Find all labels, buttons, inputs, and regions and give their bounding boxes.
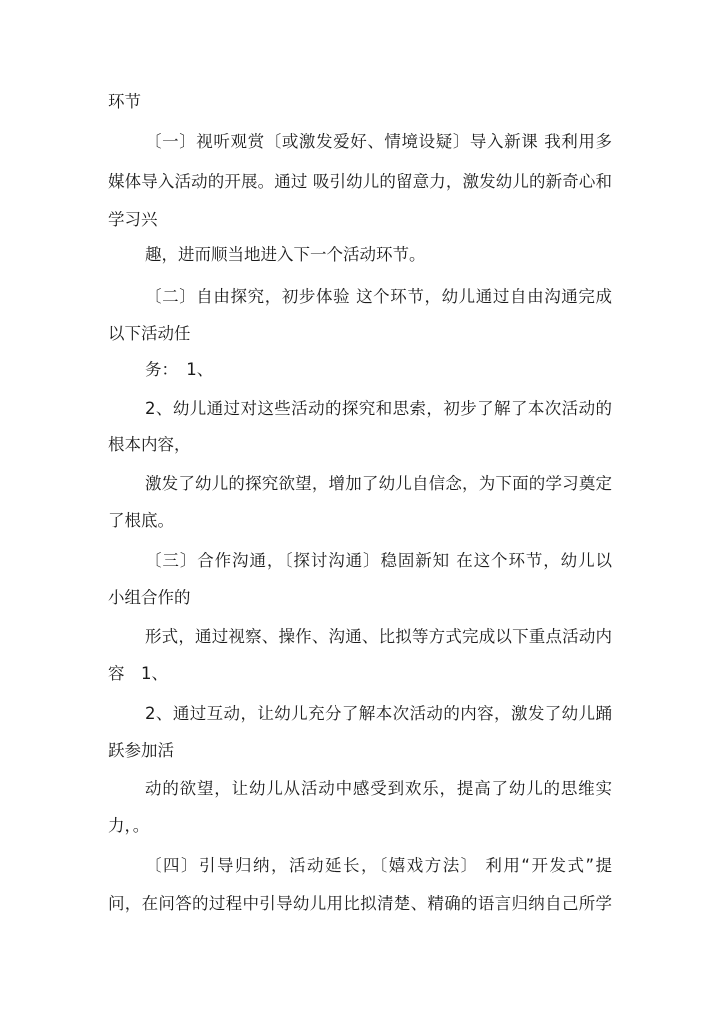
text-line-2: 〔一〕视听观赏〔或激发爱好、情境设疑〕导入新课 我利用多 — [145, 132, 612, 151]
text-line-6: 〔二〕自由探究，初步体验 这个环节，幼儿通过自由沟通完成 — [145, 287, 612, 306]
text-line-16: 容 1、 — [108, 664, 168, 683]
text-line-9: 2、幼儿通过对这些活动的探究和思索，初步了解了本次活动的 — [145, 399, 612, 418]
text-line-12: 了根底。 — [108, 511, 174, 530]
text-line-3: 媒体导入活动的开展。通过 吸引幼儿的留意力，激发幼儿的新奇心和 — [108, 172, 612, 191]
text-line-20: 力，。 — [108, 816, 150, 835]
text-line-1: 环节 — [108, 92, 141, 111]
text-line-21: 〔四〕引导归纳，活动延长，〔嬉戏方法〕 利用“开发式”提 — [145, 856, 612, 875]
text-line-4: 学习兴 — [108, 210, 158, 229]
text-line-8: 务： 1、 — [145, 360, 214, 379]
text-line-7: 以下活动任 — [108, 324, 191, 343]
text-line-10: 根本内容， — [108, 435, 191, 454]
text-line-5: 趣，进而顺当地进入下一个活动环节。 — [145, 245, 426, 264]
text-line-22: 问，在问答的过程中引导幼儿用比拟清楚、精确的语言归纳自己所学 — [108, 894, 612, 913]
text-line-19: 动的欲望，让幼儿从活动中感受到欢乐，提高了幼儿的思维实 — [145, 779, 612, 798]
text-line-13: 〔三〕合作沟通，〔探讨沟通〕稳固新知 在这个环节，幼儿以 — [145, 551, 612, 570]
text-line-14: 小组合作的 — [108, 588, 191, 607]
text-line-18: 跃参加活 — [108, 741, 174, 760]
text-line-11: 激发了幼儿的探究欲望，增加了幼儿自信念，为下面的学习奠定 — [145, 474, 612, 493]
text-line-17: 2、通过互动，让幼儿充分了解本次活动的内容，激发了幼儿踊 — [145, 704, 612, 723]
text-line-15: 形式，通过视察、操作、沟通、比拟等方式完成以下重点活动内 — [145, 627, 612, 646]
